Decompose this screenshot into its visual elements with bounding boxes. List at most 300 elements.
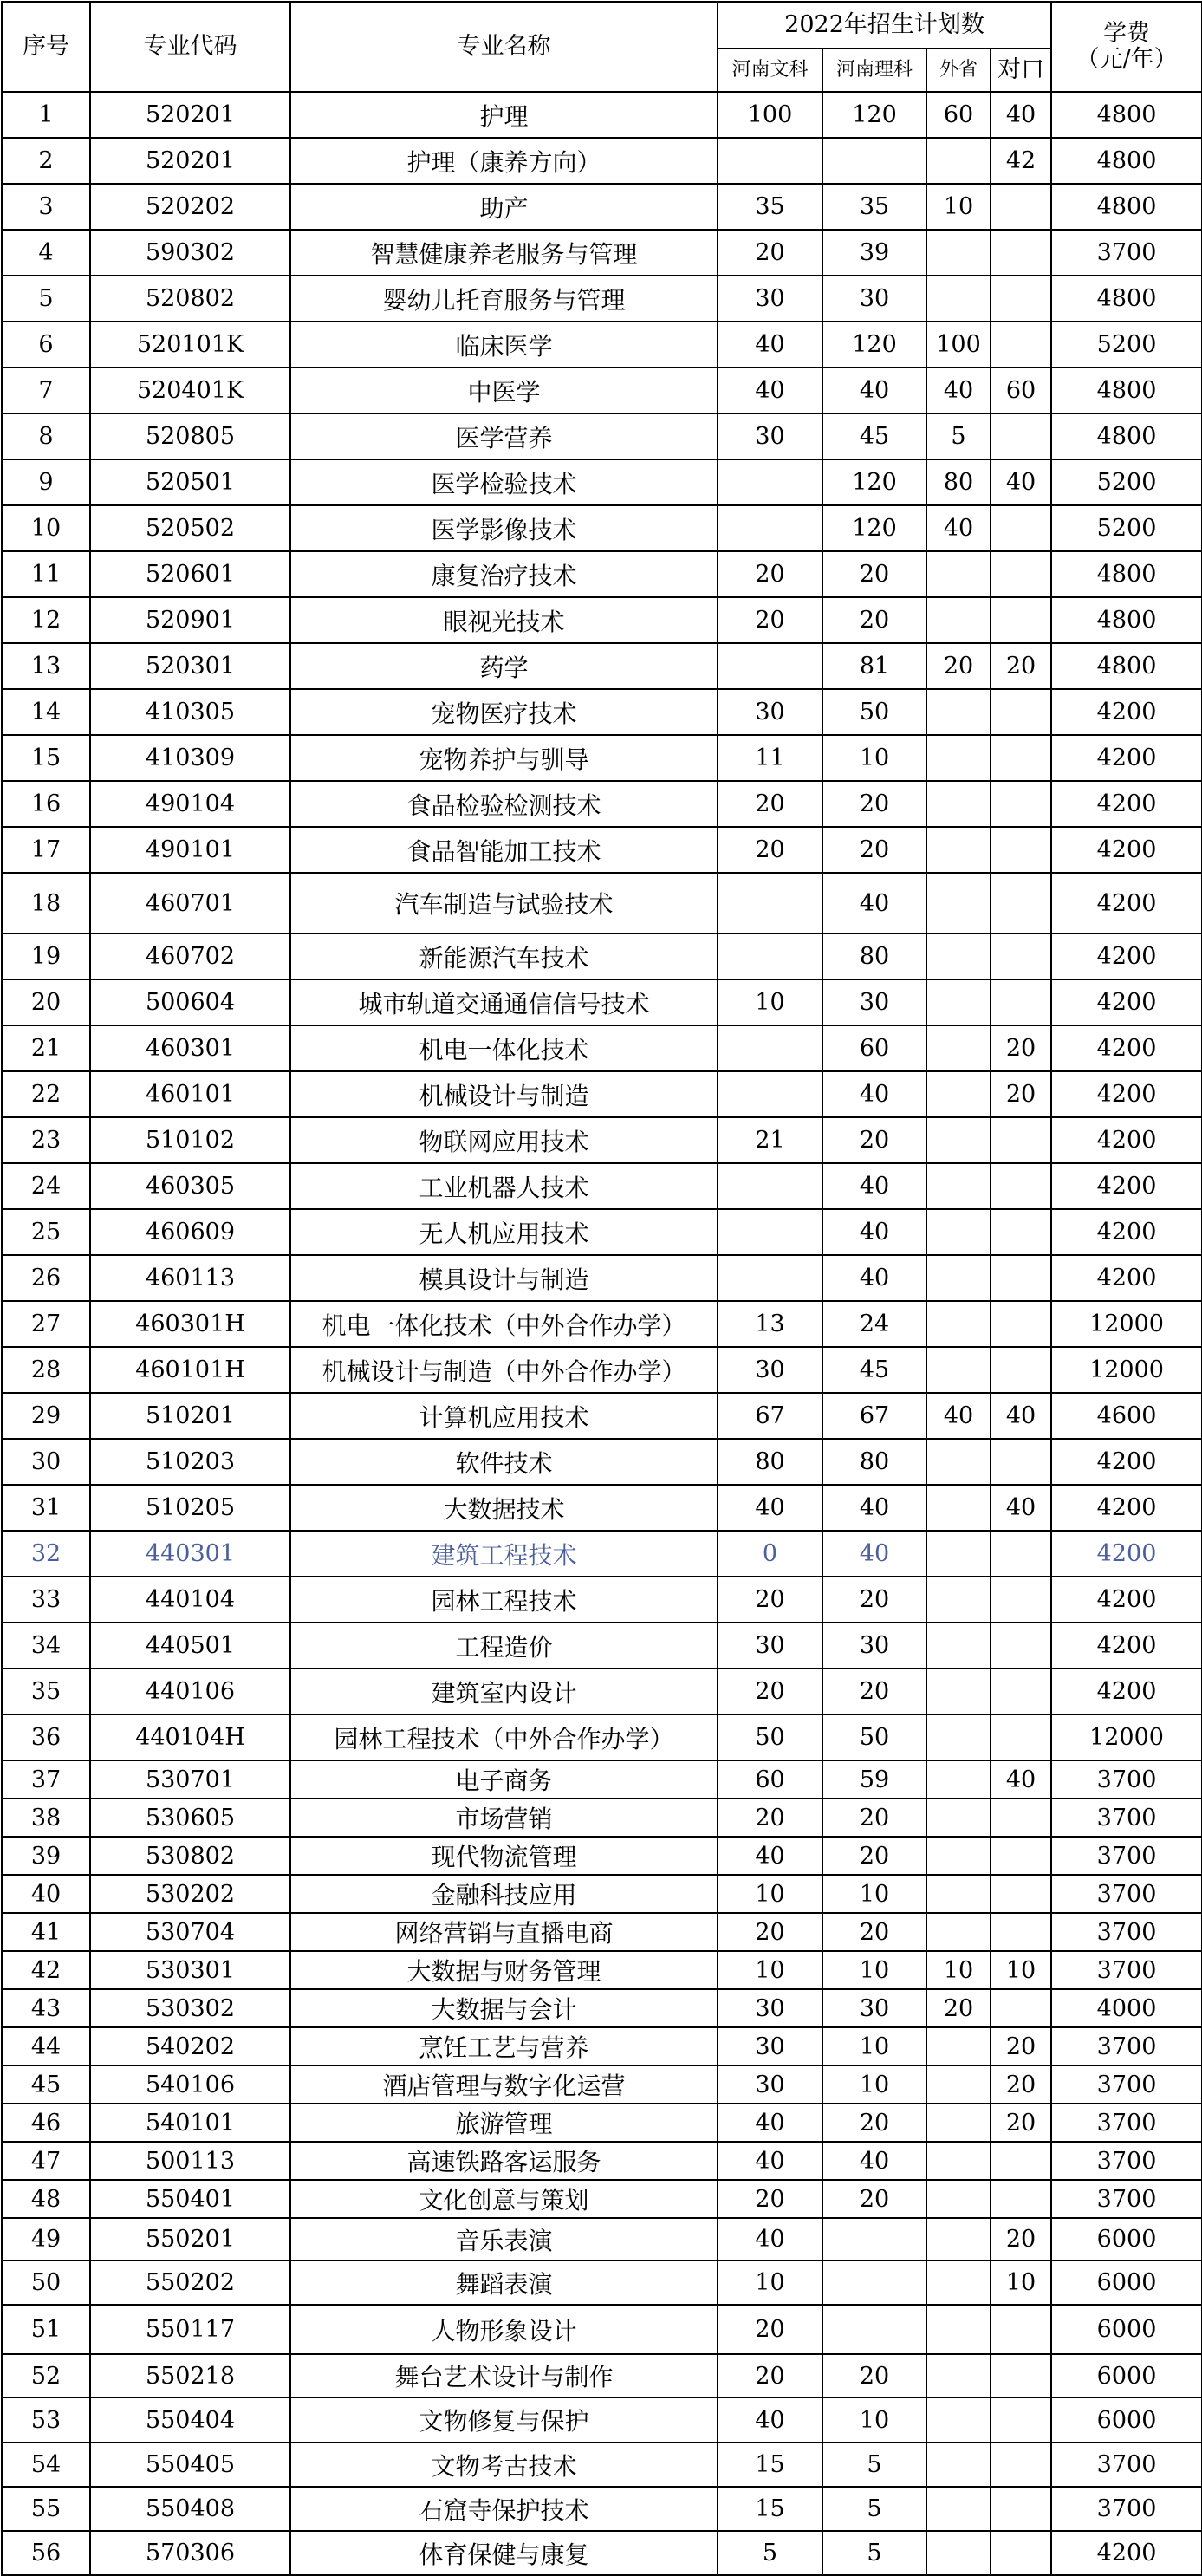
cell-name: 药学 xyxy=(290,643,718,689)
cell-henan-science: 80 xyxy=(822,933,926,979)
cell-code: 440301 xyxy=(90,1531,290,1577)
cell-fee: 4200 xyxy=(1051,1577,1202,1623)
cell-henan-science: 40 xyxy=(822,1163,926,1209)
table-row xyxy=(2,873,1202,933)
cell-henan-arts: 40 xyxy=(718,2142,822,2180)
cell-out-province xyxy=(926,1163,991,1209)
cell-henan-science: 120 xyxy=(822,459,926,505)
cell-henan-science: 40 xyxy=(822,1071,926,1117)
cell-henan-arts: 5 xyxy=(718,2531,822,2575)
cell-vocational: 20 xyxy=(991,2027,1051,2065)
cell-seq: 16 xyxy=(2,781,90,827)
table-row xyxy=(2,1913,1202,1951)
cell-out-province: 10 xyxy=(926,1951,991,1989)
cell-henan-arts: 40 xyxy=(718,2397,822,2443)
cell-henan-arts: 30 xyxy=(718,689,822,735)
cell-fee: 3700 xyxy=(1051,2443,1202,2487)
table-row xyxy=(2,1301,1202,1347)
cell-fee: 3700 xyxy=(1051,2065,1202,2104)
cell-out-province xyxy=(926,276,991,322)
cell-code: 510203 xyxy=(90,1439,290,1485)
cell-henan-science: 5 xyxy=(822,2443,926,2487)
cell-name: 医学检验技术 xyxy=(290,459,718,505)
table-row xyxy=(2,92,1202,138)
cell-henan-science: 20 xyxy=(822,551,926,597)
cell-henan-arts: 10 xyxy=(718,1951,822,1989)
cell-henan-arts: 20 xyxy=(718,597,822,643)
cell-henan-arts: 40 xyxy=(718,1837,822,1875)
cell-henan-arts: 40 xyxy=(718,368,822,413)
cell-vocational xyxy=(991,1875,1051,1913)
cell-fee: 4800 xyxy=(1051,368,1202,413)
table-body xyxy=(2,92,1202,2575)
cell-seq: 20 xyxy=(2,979,90,1025)
cell-henan-science: 45 xyxy=(822,413,926,459)
cell-code: 550408 xyxy=(90,2487,290,2531)
header-fee-line1: 学费 xyxy=(1103,20,1151,47)
cell-name: 旅游管理 xyxy=(290,2104,718,2142)
table-row xyxy=(2,1163,1202,1209)
cell-fee: 4200 xyxy=(1051,1117,1202,1163)
cell-seq: 45 xyxy=(2,2065,90,2104)
cell-name: 宠物养护与驯导 xyxy=(290,735,718,781)
cell-out-province xyxy=(926,933,991,979)
header-henan-arts: 河南文科 xyxy=(718,49,822,92)
header-code: 专业代码 xyxy=(90,2,290,92)
cell-seq: 21 xyxy=(2,1025,90,1071)
cell-out-province xyxy=(926,873,991,933)
cell-henan-science: 120 xyxy=(822,505,926,551)
cell-seq: 1 xyxy=(2,92,90,138)
table-row xyxy=(2,2397,1202,2443)
cell-henan-arts: 30 xyxy=(718,413,822,459)
cell-fee: 4800 xyxy=(1051,92,1202,138)
header-plan-title: 2022年招生计划数 xyxy=(718,2,1051,49)
cell-name: 医学影像技术 xyxy=(290,505,718,551)
table-row xyxy=(2,2305,1202,2354)
cell-fee: 12000 xyxy=(1051,1714,1202,1760)
cell-code: 520601 xyxy=(90,551,290,597)
cell-seq: 47 xyxy=(2,2142,90,2180)
cell-seq: 18 xyxy=(2,873,90,933)
cell-henan-arts: 60 xyxy=(718,1760,822,1799)
cell-fee: 4800 xyxy=(1051,413,1202,459)
cell-code: 550218 xyxy=(90,2354,290,2397)
table-row xyxy=(2,1025,1202,1071)
cell-name: 建筑工程技术 xyxy=(290,1531,718,1577)
cell-vocational: 42 xyxy=(991,138,1051,184)
cell-code: 460609 xyxy=(90,1209,290,1255)
table-row xyxy=(2,979,1202,1025)
table-row xyxy=(2,597,1202,643)
cell-fee: 3700 xyxy=(1051,1913,1202,1951)
cell-fee: 4800 xyxy=(1051,184,1202,230)
cell-name: 婴幼儿托育服务与管理 xyxy=(290,276,718,322)
table-row xyxy=(2,781,1202,827)
cell-henan-science: 20 xyxy=(822,781,926,827)
cell-code: 550405 xyxy=(90,2443,290,2487)
cell-code: 520805 xyxy=(90,413,290,459)
table-row xyxy=(2,1951,1202,1989)
cell-seq: 31 xyxy=(2,1485,90,1531)
cell-henan-arts: 20 xyxy=(718,230,822,276)
cell-fee: 4200 xyxy=(1051,735,1202,781)
cell-vocational xyxy=(991,505,1051,551)
cell-vocational: 60 xyxy=(991,368,1051,413)
cell-vocational xyxy=(991,551,1051,597)
cell-henan-science: 20 xyxy=(822,2180,926,2218)
cell-out-province xyxy=(926,597,991,643)
cell-henan-science: 20 xyxy=(822,597,926,643)
cell-name: 工程造价 xyxy=(290,1623,718,1669)
cell-out-province: 100 xyxy=(926,322,991,368)
cell-vocational xyxy=(991,781,1051,827)
cell-fee: 3700 xyxy=(1051,2027,1202,2065)
cell-code: 490104 xyxy=(90,781,290,827)
cell-henan-arts: 20 xyxy=(718,1799,822,1837)
cell-code: 440104H xyxy=(90,1714,290,1760)
table-row xyxy=(2,2354,1202,2397)
table-row xyxy=(2,2104,1202,2142)
cell-name: 医学营养 xyxy=(290,413,718,459)
cell-henan-arts xyxy=(718,505,822,551)
cell-seq: 2 xyxy=(2,138,90,184)
cell-out-province xyxy=(926,1669,991,1714)
table-row xyxy=(2,138,1202,184)
cell-name: 市场营销 xyxy=(290,1799,718,1837)
cell-code: 530802 xyxy=(90,1837,290,1875)
cell-henan-arts xyxy=(718,1163,822,1209)
cell-henan-science: 40 xyxy=(822,1209,926,1255)
table-row xyxy=(2,2218,1202,2261)
cell-out-province xyxy=(926,1301,991,1347)
cell-out-province xyxy=(926,1577,991,1623)
cell-vocational xyxy=(991,2443,1051,2487)
cell-fee: 4200 xyxy=(1051,1071,1202,1117)
cell-henan-science: 40 xyxy=(822,2142,926,2180)
cell-fee: 5200 xyxy=(1051,505,1202,551)
cell-code: 550202 xyxy=(90,2261,290,2305)
cell-vocational: 40 xyxy=(991,459,1051,505)
cell-out-province xyxy=(926,2354,991,2397)
table-row xyxy=(2,230,1202,276)
cell-out-province: 40 xyxy=(926,505,991,551)
cell-henan-science: 30 xyxy=(822,276,926,322)
cell-seq: 4 xyxy=(2,230,90,276)
cell-vocational xyxy=(991,979,1051,1025)
cell-henan-arts: 20 xyxy=(718,1669,822,1714)
cell-seq: 41 xyxy=(2,1913,90,1951)
cell-fee: 6000 xyxy=(1051,2305,1202,2354)
cell-name: 网络营销与直播电商 xyxy=(290,1913,718,1951)
cell-henan-science: 20 xyxy=(822,2354,926,2397)
cell-name: 金融科技应用 xyxy=(290,1875,718,1913)
cell-name: 文物考古技术 xyxy=(290,2443,718,2487)
cell-vocational xyxy=(991,2487,1051,2531)
cell-fee: 6000 xyxy=(1051,2354,1202,2397)
cell-henan-arts: 10 xyxy=(718,979,822,1025)
cell-code: 440106 xyxy=(90,1669,290,1714)
cell-seq: 13 xyxy=(2,643,90,689)
cell-vocational xyxy=(991,230,1051,276)
cell-out-province: 5 xyxy=(926,413,991,459)
cell-vocational xyxy=(991,1117,1051,1163)
cell-name: 护理 xyxy=(290,92,718,138)
cell-fee: 3700 xyxy=(1051,1799,1202,1837)
cell-name: 酒店管理与数字化运营 xyxy=(290,2065,718,2104)
table-row xyxy=(2,1117,1202,1163)
cell-name: 现代物流管理 xyxy=(290,1837,718,1875)
cell-henan-science: 120 xyxy=(822,322,926,368)
cell-vocational xyxy=(991,1439,1051,1485)
cell-name: 中医学 xyxy=(290,368,718,413)
cell-fee: 3700 xyxy=(1051,1951,1202,1989)
table-row xyxy=(2,1255,1202,1301)
cell-out-province xyxy=(926,2487,991,2531)
cell-name: 机械设计与制造（中外合作办学） xyxy=(290,1347,718,1393)
cell-out-province xyxy=(926,1485,991,1531)
cell-henan-arts: 11 xyxy=(718,735,822,781)
cell-henan-arts: 80 xyxy=(718,1439,822,1485)
cell-henan-arts: 30 xyxy=(718,2027,822,2065)
cell-henan-science: 40 xyxy=(822,368,926,413)
cell-henan-science: 20 xyxy=(822,1669,926,1714)
cell-name: 机电一体化技术 xyxy=(290,1025,718,1071)
cell-seq: 9 xyxy=(2,459,90,505)
cell-out-province: 60 xyxy=(926,92,991,138)
cell-code: 460305 xyxy=(90,1163,290,1209)
cell-code: 510102 xyxy=(90,1117,290,1163)
cell-code: 460301H xyxy=(90,1301,290,1347)
cell-henan-science: 50 xyxy=(822,689,926,735)
cell-fee: 4200 xyxy=(1051,979,1202,1025)
cell-name: 大数据技术 xyxy=(290,1485,718,1531)
cell-henan-arts: 40 xyxy=(718,2104,822,2142)
cell-out-province xyxy=(926,1531,991,1577)
cell-name: 建筑室内设计 xyxy=(290,1669,718,1714)
cell-fee: 3700 xyxy=(1051,2487,1202,2531)
cell-fee: 4200 xyxy=(1051,1209,1202,1255)
cell-seq: 36 xyxy=(2,1714,90,1760)
cell-out-province: 20 xyxy=(926,1989,991,2027)
cell-fee: 4200 xyxy=(1051,689,1202,735)
cell-henan-science: 60 xyxy=(822,1025,926,1071)
table-row xyxy=(2,368,1202,413)
cell-name: 文化创意与策划 xyxy=(290,2180,718,2218)
cell-code: 520201 xyxy=(90,138,290,184)
cell-henan-science xyxy=(822,2261,926,2305)
cell-vocational xyxy=(991,1209,1051,1255)
cell-vocational xyxy=(991,1347,1051,1393)
cell-henan-arts xyxy=(718,459,822,505)
cell-seq: 27 xyxy=(2,1301,90,1347)
cell-name: 大数据与财务管理 xyxy=(290,1951,718,1989)
cell-name: 新能源汽车技术 xyxy=(290,933,718,979)
cell-out-province xyxy=(926,1875,991,1913)
cell-vocational xyxy=(991,413,1051,459)
cell-henan-arts: 13 xyxy=(718,1301,822,1347)
cell-seq: 56 xyxy=(2,2531,90,2575)
cell-henan-science: 120 xyxy=(822,92,926,138)
cell-name: 模具设计与制造 xyxy=(290,1255,718,1301)
cell-vocational xyxy=(991,2305,1051,2354)
cell-henan-science: 40 xyxy=(822,1255,926,1301)
cell-name: 眼视光技术 xyxy=(290,597,718,643)
cell-out-province xyxy=(926,2180,991,2218)
cell-seq: 14 xyxy=(2,689,90,735)
cell-fee: 3700 xyxy=(1051,1875,1202,1913)
cell-seq: 22 xyxy=(2,1071,90,1117)
cell-henan-arts: 20 xyxy=(718,551,822,597)
cell-vocational xyxy=(991,1301,1051,1347)
cell-seq: 37 xyxy=(2,1760,90,1799)
cell-fee: 4200 xyxy=(1051,1531,1202,1577)
cell-code: 500604 xyxy=(90,979,290,1025)
cell-code: 540202 xyxy=(90,2027,290,2065)
cell-fee: 4200 xyxy=(1051,1485,1202,1531)
cell-out-province: 10 xyxy=(926,184,991,230)
cell-henan-arts: 100 xyxy=(718,92,822,138)
header-vocational: 对口 xyxy=(991,49,1051,92)
cell-out-province xyxy=(926,2397,991,2443)
cell-code: 510201 xyxy=(90,1393,290,1439)
cell-henan-science: 10 xyxy=(822,2065,926,2104)
cell-code: 410305 xyxy=(90,689,290,735)
table-row xyxy=(2,2531,1202,2575)
cell-henan-arts xyxy=(718,643,822,689)
cell-name: 园林工程技术（中外合作办学） xyxy=(290,1714,718,1760)
cell-fee: 3700 xyxy=(1051,230,1202,276)
cell-code: 540101 xyxy=(90,2104,290,2142)
cell-code: 520301 xyxy=(90,643,290,689)
cell-fee: 4200 xyxy=(1051,873,1202,933)
cell-vocational: 20 xyxy=(991,1025,1051,1071)
cell-out-province xyxy=(926,2218,991,2261)
cell-seq: 10 xyxy=(2,505,90,551)
table-row xyxy=(2,1623,1202,1669)
table-row xyxy=(2,1347,1202,1393)
cell-code: 440501 xyxy=(90,1623,290,1669)
cell-henan-arts: 0 xyxy=(718,1531,822,1577)
table-row xyxy=(2,2443,1202,2487)
cell-vocational: 40 xyxy=(991,1485,1051,1531)
cell-name: 城市轨道交通通信信号技术 xyxy=(290,979,718,1025)
cell-henan-arts: 30 xyxy=(718,2065,822,2104)
cell-vocational xyxy=(991,1837,1051,1875)
cell-out-province xyxy=(926,735,991,781)
cell-fee: 12000 xyxy=(1051,1347,1202,1393)
cell-vocational xyxy=(991,2354,1051,2397)
table-row xyxy=(2,1714,1202,1760)
cell-vocational xyxy=(991,689,1051,735)
cell-out-province xyxy=(926,2027,991,2065)
cell-seq: 44 xyxy=(2,2027,90,2065)
cell-henan-arts: 20 xyxy=(718,1577,822,1623)
cell-out-province xyxy=(926,2305,991,2354)
cell-code: 520401K xyxy=(90,368,290,413)
cell-henan-science: 39 xyxy=(822,230,926,276)
cell-henan-science: 10 xyxy=(822,2397,926,2443)
cell-code: 530704 xyxy=(90,1913,290,1951)
cell-code: 550117 xyxy=(90,2305,290,2354)
cell-henan-science: 30 xyxy=(822,979,926,1025)
cell-seq: 17 xyxy=(2,827,90,873)
cell-code: 440104 xyxy=(90,1577,290,1623)
table-row xyxy=(2,1209,1202,1255)
cell-fee: 4800 xyxy=(1051,551,1202,597)
cell-out-province xyxy=(926,2104,991,2142)
enrollment-plan-table xyxy=(1,1,1202,2576)
cell-seq: 51 xyxy=(2,2305,90,2354)
cell-fee: 4200 xyxy=(1051,933,1202,979)
cell-henan-science: 80 xyxy=(822,1439,926,1485)
cell-out-province xyxy=(926,1209,991,1255)
cell-seq: 46 xyxy=(2,2104,90,2142)
cell-code: 520201 xyxy=(90,92,290,138)
cell-vocational xyxy=(991,1913,1051,1951)
cell-seq: 48 xyxy=(2,2180,90,2218)
table-row xyxy=(2,1837,1202,1875)
cell-code: 520802 xyxy=(90,276,290,322)
cell-name: 园林工程技术 xyxy=(290,1577,718,1623)
cell-name: 康复治疗技术 xyxy=(290,551,718,597)
cell-vocational xyxy=(991,873,1051,933)
cell-code: 530202 xyxy=(90,1875,290,1913)
cell-henan-arts xyxy=(718,1025,822,1071)
cell-vocational xyxy=(991,597,1051,643)
cell-out-province xyxy=(926,138,991,184)
cell-fee: 5200 xyxy=(1051,322,1202,368)
header-fee-line2: （元/年） xyxy=(1075,46,1178,73)
cell-out-province xyxy=(926,1714,991,1760)
cell-vocational xyxy=(991,735,1051,781)
cell-out-province xyxy=(926,2065,991,2104)
cell-out-province xyxy=(926,1913,991,1951)
cell-out-province xyxy=(926,1837,991,1875)
cell-seq: 6 xyxy=(2,322,90,368)
table-row xyxy=(2,735,1202,781)
cell-fee: 4200 xyxy=(1051,1669,1202,1714)
cell-out-province xyxy=(926,2443,991,2487)
cell-fee: 4200 xyxy=(1051,2531,1202,2575)
cell-out-province xyxy=(926,1071,991,1117)
cell-out-province xyxy=(926,1799,991,1837)
cell-name: 软件技术 xyxy=(290,1439,718,1485)
cell-henan-science: 40 xyxy=(822,1531,926,1577)
cell-seq: 5 xyxy=(2,276,90,322)
cell-henan-arts: 15 xyxy=(718,2443,822,2487)
cell-fee: 4200 xyxy=(1051,1439,1202,1485)
cell-code: 460701 xyxy=(90,873,290,933)
cell-henan-arts: 20 xyxy=(718,827,822,873)
table-row xyxy=(2,1485,1202,1531)
cell-henan-science: 20 xyxy=(822,1837,926,1875)
cell-vocational xyxy=(991,2142,1051,2180)
cell-code: 460101H xyxy=(90,1347,290,1393)
cell-henan-science: 50 xyxy=(822,1714,926,1760)
cell-out-province xyxy=(926,1623,991,1669)
cell-henan-arts: 30 xyxy=(718,1623,822,1669)
cell-vocational xyxy=(991,1577,1051,1623)
cell-out-province: 40 xyxy=(926,368,991,413)
cell-vocational xyxy=(991,2397,1051,2443)
cell-vocational xyxy=(991,1669,1051,1714)
cell-seq: 3 xyxy=(2,184,90,230)
cell-name: 文物修复与保护 xyxy=(290,2397,718,2443)
cell-henan-science: 20 xyxy=(822,827,926,873)
cell-vocational: 40 xyxy=(991,1760,1051,1799)
table-row xyxy=(2,2487,1202,2531)
